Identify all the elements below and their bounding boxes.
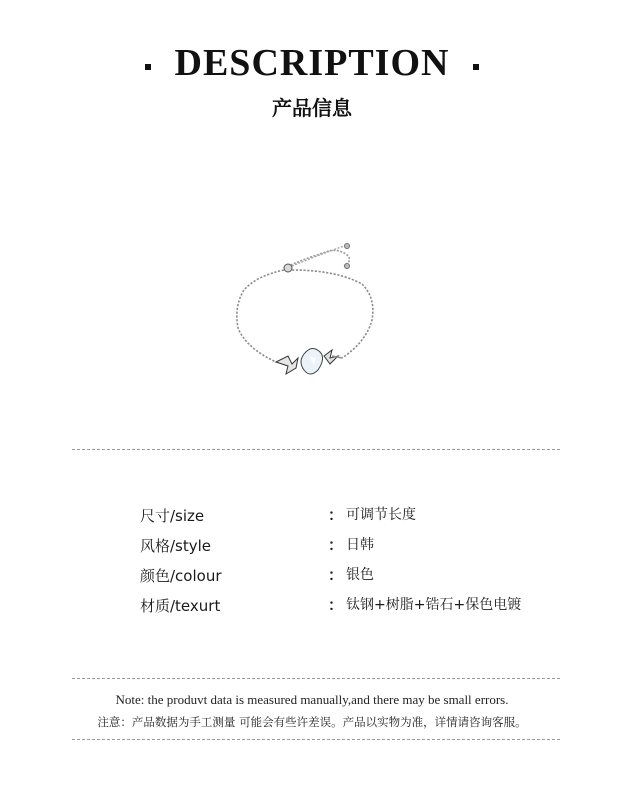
spec-value: 银色: [346, 567, 374, 583]
spec-separator: ：: [328, 596, 344, 614]
note-english: Note: the produvt data is measured manually,and there may be small errors.: [115, 692, 509, 707]
spec-value: 可调节长度: [346, 507, 416, 523]
divider-notes-bottom: [72, 739, 560, 740]
spec-label: 材质/texurt: [140, 597, 221, 615]
title-bullet-right: [473, 64, 479, 70]
title-row: [0, 38, 624, 88]
spec-label: 风格/style: [140, 537, 212, 555]
spec-separator: ：: [328, 566, 344, 584]
divider-notes-top: [72, 678, 560, 679]
note-chinese: 注意：产品数据为手工测量 可能会有些许差误。产品以实物为准，详情请咨询客服。: [97, 715, 527, 729]
page-title: DESCRIPTION: [174, 42, 450, 84]
spec-label: 颜色/colour: [140, 567, 222, 585]
spec-row-colour: [0, 563, 624, 587]
spec-separator: ：: [328, 506, 344, 524]
spec-value: 日韩: [346, 537, 374, 553]
title-bullet-left: [145, 64, 151, 70]
divider-top: [72, 449, 560, 450]
spec-separator: ：: [328, 536, 344, 554]
page-subtitle: 产品信息: [272, 96, 352, 120]
spec-row-size: [0, 503, 624, 527]
spec-label: 尺寸/size: [140, 507, 205, 525]
bracelet-image: [226, 238, 386, 388]
spec-row-style: [0, 533, 624, 557]
spec-value: 钛钢+树脂+锆石+保色电镀: [346, 597, 522, 613]
spec-row-material: [0, 593, 624, 617]
